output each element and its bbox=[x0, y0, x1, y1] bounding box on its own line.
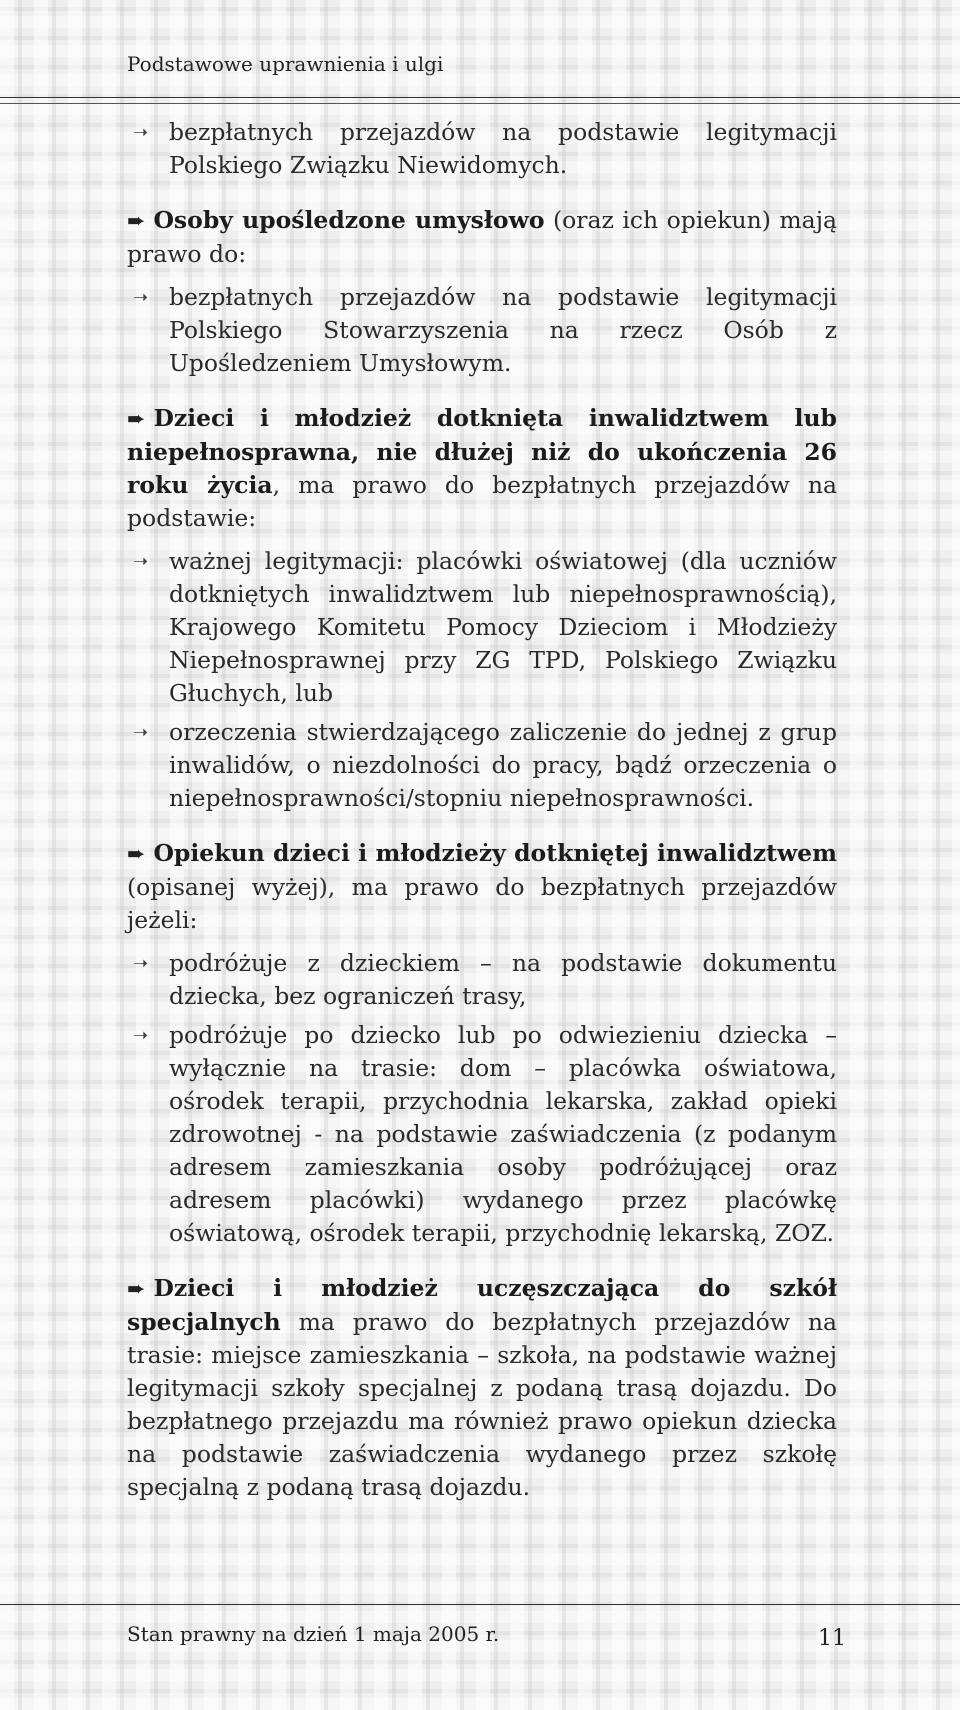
pointer-icon: ➨ bbox=[127, 209, 146, 234]
page-body bbox=[127, 116, 837, 1514]
section-text: (oraz ich opiekun) mają prawo do: bbox=[127, 206, 837, 268]
header-rule-thin bbox=[0, 103, 960, 104]
section-text: (opisanej wyżej), ma prawo do bezpłatnych przejazdów jeżeli: bbox=[127, 873, 837, 934]
list-item-text: bezpłatnych przejazdów na podstawie legitymacji Polskiego Stowarzyszenia na rzecz Osób z Upośledzeniem Umysłowym. bbox=[169, 283, 837, 377]
section-heading: Opiekun dzieci i młodzieży dotkniętej inwalidztwem bbox=[153, 839, 837, 867]
list-item-text: ważnej legitymacji: placówki oświatowej (dla uczniów dotkniętych inwalidztwem lub niepełnosprawnością), Krajowego Komitetu Pomocy Dzieciom i Młodzieży Niepełnosprawnej przy ZG TPD, Polskiego Związku Głuchych, lub bbox=[169, 547, 837, 707]
section-heading: Dzieci i młodzież dotknięta inwalidztwem lub niepełnosprawna, nie dłużej niż do ukończenia 26 roku życia bbox=[127, 404, 837, 499]
section-heading: Dzieci i młodzież uczęszczająca do szkół specjalnych bbox=[127, 1274, 837, 1336]
section-mentally-disabled bbox=[127, 204, 837, 271]
section-guardian bbox=[127, 837, 837, 937]
list-item bbox=[127, 281, 837, 380]
section-special-schools bbox=[127, 1272, 837, 1504]
list-item-text: bezpłatnych przejazdów na podstawie legitymacji Polskiego Związku Niewidomych. bbox=[169, 118, 837, 179]
list-item-text: podróżuje po dziecko lub po odwiezieniu dziecka – wyłącznie na trasie: dom – placówka oświatowa, ośrodek terapii, przychodnia lekarska, zakład opieki zdrowotnej - na podstawie zaświadczenia (z podanym adresem zamieszkania osoby podróżującej oraz adresem placówki) wydanego przez placówkę oświatową, ośrodek terapii, przychodnię lekarską, ZOZ. bbox=[169, 1021, 837, 1247]
section-text: ma prawo do bezpłatnych przejazdów na trasie: miejsce zamieszkania – szkoła, na podstawie ważnej legitymacji szkoły specjalnej z podaną trasą dojazdu. Do bezpłatnego przejazdu ma również prawo opiekun dziecka na podstawie zaświadczenia wydanego przez szkołę specjalną z podaną trasą dojazdu. bbox=[127, 1308, 837, 1501]
pointer-icon: ➨ bbox=[127, 1277, 146, 1302]
section-heading: Osoby upośledzone umysłowo bbox=[153, 206, 545, 234]
list-item bbox=[127, 716, 837, 815]
list-item bbox=[127, 545, 837, 710]
list-item bbox=[127, 1019, 837, 1250]
arrow-icon: ➝ bbox=[133, 722, 149, 743]
footer-rule bbox=[0, 1604, 960, 1605]
arrow-icon: ➝ bbox=[133, 122, 149, 143]
list-item-text: orzeczenia stwierdzającego zaliczenie do jednej z grup inwalidów, o niezdolności do pracy, bądź orzeczenia o niepełnosprawności/stopniu niepełnosprawności. bbox=[169, 718, 837, 812]
pointer-icon: ➨ bbox=[127, 842, 146, 867]
running-header: Podstawowe uprawnienia i ulgi bbox=[127, 52, 444, 76]
section-disabled-youth bbox=[127, 402, 837, 535]
pointer-icon: ➨ bbox=[127, 407, 146, 432]
arrow-icon: ➝ bbox=[133, 287, 149, 308]
footer-legal-status: Stan prawny na dzień 1 maja 2005 r. bbox=[127, 1622, 500, 1646]
arrow-icon: ➝ bbox=[133, 551, 149, 572]
header-rule bbox=[0, 97, 960, 98]
arrow-icon: ➝ bbox=[133, 1025, 149, 1046]
list-item bbox=[127, 116, 837, 182]
arrow-icon: ➝ bbox=[133, 953, 149, 974]
list-item bbox=[127, 947, 837, 1013]
section-text: , ma prawo do bezpłatnych przejazdów na podstawie: bbox=[127, 471, 837, 532]
page-number: 11 bbox=[818, 1626, 846, 1651]
list-item-text: podróżuje z dzieckiem – na podstawie dokumentu dziecka, bez ograniczeń trasy, bbox=[169, 949, 837, 1010]
